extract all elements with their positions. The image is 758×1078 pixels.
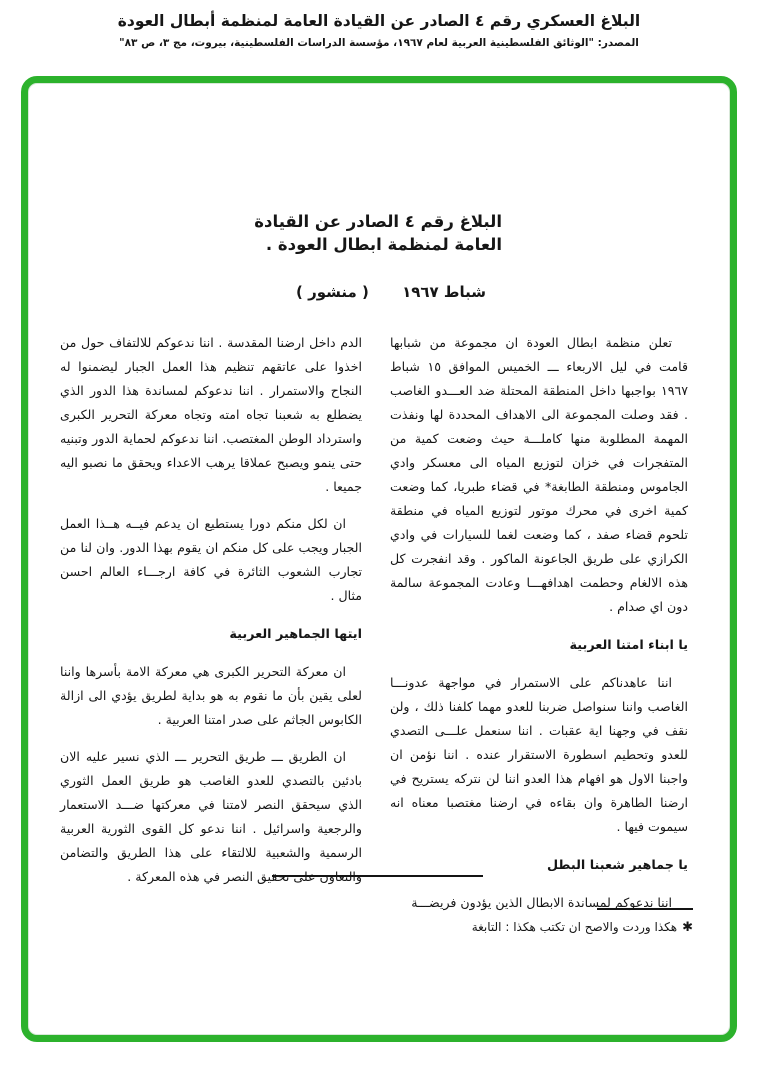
document-title-line2: العامة لمنظمة ابطال العودة . xyxy=(265,235,502,254)
paragraph-liberation-path: ان الطريق ـــ طريق التحرير ـــ الذي نسير عليه الان بادئين بالتصدي للعدو الغاصب هو طريق العمل الثوري الذي سيحقق النصر لامتنا في معركتها ضـــد الاستعمار والرجعية واسرائيل . اننا ندعو كل القوى الثورية العربية الرسمية والشعبية للالتقاء على هذا الطريق والتضامن والتعاون على تحقيق النصر في هذه المعركة . xyxy=(60,749,362,884)
document-header-title: البلاغ العسكري رقم ٤ الصادر عن القيادة العامة لمنظمة أبطال العودة xyxy=(117,12,641,30)
section-heading-heroic-people: يا جماهير شعبنا البطل xyxy=(546,858,688,873)
paragraph-liberation-battle: ان معركة التحرير الكبرى هي معركة الامة بأسرها واننا لعلى يقين بأن ما نقوم به هو بداية لطريق يؤدي الى ازالة الكابوس الجاثم على صدر امتنا العربية . xyxy=(60,664,362,727)
section-heading-arab-masses: ايتها الجماهير العربية xyxy=(229,627,362,642)
document-title-line1: البلاغ رقم ٤ الصادر عن القيادة xyxy=(254,212,502,231)
paragraph-pledge: اننا عاهدناكم على الاستمرار في مواجهة عدونـــا الغاصب واننا سنواصل ضربنا للعدو مهما كلفنا ذلك ، ولن نقف في وجهنا اية عقبات . اننا سنعمل علـــى التصدي للعدو وتحطيم اسطورة الاستقرار عنده . اننا نؤمن ان واجبنا الاول هو افهام هذا العدو اننا لن نتركه يستريح في ارضنا الطاهرة وان بقاءه في ارضنا مغتصبا معناه انه سيموت فيها . xyxy=(390,675,688,834)
end-of-text-divider xyxy=(272,875,483,877)
body-column-left xyxy=(60,331,362,902)
paragraph-support-call-start: اننا ندعوكم لمساندة الابطال الذين يؤدون فريضـــة xyxy=(411,895,672,910)
paragraph-support-call-continued: الدم داخل ارضنا المقدسة . اننا ندعوكم للالتفاف حول من اخذوا على عاتقهم تنظيم هذا العمل الجبار ليضمنوا له النجاح والاستمرار . اننا ندعوكم لمساندة هذا الدور الذي يضطلع به شعبنا تجاه امته وتجاه معركة التحرير الكبرى واسترداد الوطن المغتصب. اننا ندعوكم لحماية الدور وتبنيه حتى ينمو ويصبح عملاقا يرهب الاعداء ويحقق ما نصبو اليه جميعا . xyxy=(60,335,362,494)
footnote xyxy=(390,917,693,938)
footnote-text: هكذا وردت والاصح ان تكتب هكذا : التابغة xyxy=(471,920,678,934)
body-column-right xyxy=(390,331,688,928)
document-title xyxy=(240,210,502,256)
paragraph-announcement: تعلن منظمة ابطال العودة ان مجموعة من شبابها قامت في ليل الاربعاء ـــ الخميس الموافق ١٥ شباط ١٩٦٧ بواجبها داخل المنطقة المحتلة ضد العـــدو الغاصب . فقد وصلت المجموعة الى الاهداف المحددة لها ونفذت المهمة المطلوبة منها كاملـــة حيث وضعت كمية من المتفجرات في خزان لتوزيع المياه الى معسكر وادي الجاموس ومنطقة الطابغة* في قضاء طبريا، كما وضعت كمية اخرى في محرك موتور لتوزيع المياه في منطقة تلحوم قضاء صفد ، كما وضعت لغما للسيارات في وادي الكرازي على طريق الجاعونة الماكور . وقد انفجرت كل هذه الالغام وحطمت اهدافهـــا وعادت المجموعة سالمة دون اي صدام . xyxy=(390,335,688,614)
document-date: شباط ١٩٦٧ xyxy=(402,283,486,301)
footnote-asterisk-marker: ✱ xyxy=(682,920,693,935)
paragraph-everyone-role: ان لكل منكم دورا يستطيع ان يدعم فيــه هــذا العمل الجبار ويجب على كل منكم ان يقوم بهذا الدور. وان لنا من تجارب الشعوب الثائرة في كافة ارجـــاء العالم احسن مثال . xyxy=(60,516,362,603)
document-dateline xyxy=(296,283,486,301)
page-header xyxy=(0,12,758,49)
document-source-citation: المصدر: "الوثائق الفلسطينية العربية لعام ١٩٦٧، مؤسسة الدراسات الفلسطينية، بيروت، مج ٣، ص ٨٣" xyxy=(119,37,639,49)
footnote-separator xyxy=(597,908,693,910)
section-heading-nation-sons: يا ابناء امتنا العربية xyxy=(569,638,688,653)
publication-status: ( منشور ) xyxy=(296,283,369,301)
